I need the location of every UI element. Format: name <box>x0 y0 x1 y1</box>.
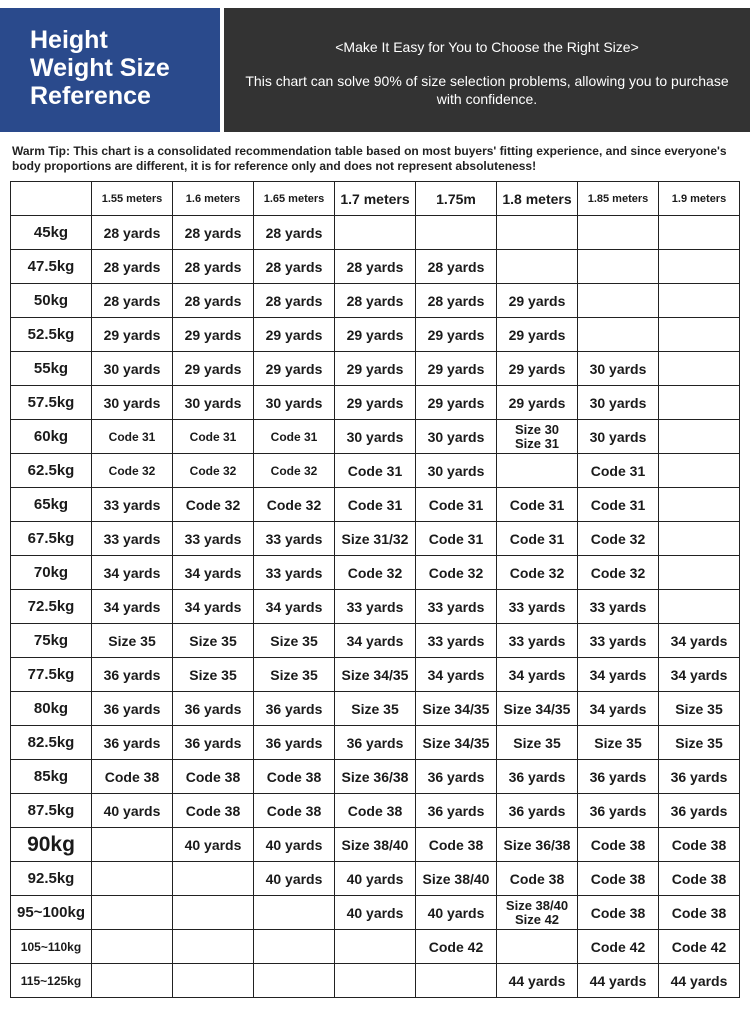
size-cell: Size 35 <box>254 658 335 692</box>
size-cell <box>659 556 740 590</box>
size-cell: Code 31 <box>416 488 497 522</box>
size-cell <box>659 420 740 454</box>
size-cell: Size 38/40 <box>335 828 416 862</box>
size-cell: Code 32 <box>173 488 254 522</box>
size-cell: Size 34/35 <box>335 658 416 692</box>
weight-cell: 105~110kg <box>11 930 92 964</box>
size-cell: 29 yards <box>497 352 578 386</box>
size-cell: 34 yards <box>92 590 173 624</box>
weight-cell: 77.5kg <box>11 658 92 692</box>
size-cell: 36 yards <box>497 760 578 794</box>
size-cell <box>659 318 740 352</box>
height-header-cell: 1.75m <box>416 182 497 216</box>
size-cell <box>578 216 659 250</box>
size-cell: Size 35 <box>335 692 416 726</box>
size-table <box>10 181 740 998</box>
weight-cell: 85kg <box>11 760 92 794</box>
size-cell: 33 yards <box>497 624 578 658</box>
size-cell: Code 38 <box>416 828 497 862</box>
size-cell: Size 35 <box>173 658 254 692</box>
size-cell: 28 yards <box>335 250 416 284</box>
weight-cell: 52.5kg <box>11 318 92 352</box>
table-row <box>11 250 740 284</box>
weight-cell: 55kg <box>11 352 92 386</box>
size-cell: 36 yards <box>92 726 173 760</box>
size-cell: 33 yards <box>416 624 497 658</box>
size-cell <box>497 454 578 488</box>
size-cell: 29 yards <box>416 386 497 420</box>
size-cell: Code 38 <box>92 760 173 794</box>
table-row <box>11 828 740 862</box>
table-row <box>11 590 740 624</box>
size-cell: Code 32 <box>497 556 578 590</box>
weight-cell: 115~125kg <box>11 964 92 998</box>
size-cell: 36 yards <box>92 692 173 726</box>
size-cell <box>92 930 173 964</box>
size-cell: 44 yards <box>659 964 740 998</box>
size-cell: 28 yards <box>416 250 497 284</box>
table-row <box>11 692 740 726</box>
header-title-line: Height <box>30 26 108 54</box>
size-cell <box>659 386 740 420</box>
size-cell: 36 yards <box>578 794 659 828</box>
size-cell: 33 yards <box>416 590 497 624</box>
size-cell: 36 yards <box>173 726 254 760</box>
table-row <box>11 896 740 930</box>
size-cell: Code 32 <box>92 454 173 488</box>
size-cell: 34 yards <box>578 658 659 692</box>
size-cell: 34 yards <box>173 556 254 590</box>
weight-cell: 72.5kg <box>11 590 92 624</box>
weight-cell: 75kg <box>11 624 92 658</box>
weight-cell: 60kg <box>11 420 92 454</box>
size-cell <box>173 896 254 930</box>
size-cell: 34 yards <box>659 658 740 692</box>
height-header-row <box>11 182 740 216</box>
size-cell: Size 36/38 <box>335 760 416 794</box>
size-cell: Code 38 <box>659 828 740 862</box>
weight-cell: 67.5kg <box>11 522 92 556</box>
size-cell: 29 yards <box>254 318 335 352</box>
size-cell <box>416 964 497 998</box>
table-row <box>11 658 740 692</box>
size-cell: Size 35 <box>92 624 173 658</box>
size-cell <box>578 250 659 284</box>
size-cell: 36 yards <box>92 658 173 692</box>
header-info-block <box>224 8 750 132</box>
size-cell <box>92 862 173 896</box>
table-row <box>11 318 740 352</box>
size-cell: 33 yards <box>578 624 659 658</box>
table-row <box>11 726 740 760</box>
size-cell: 30 yards <box>578 386 659 420</box>
size-cell <box>335 216 416 250</box>
size-cell: Code 31 <box>416 522 497 556</box>
size-cell: 28 yards <box>173 216 254 250</box>
size-cell: Code 38 <box>497 862 578 896</box>
size-cell: 44 yards <box>578 964 659 998</box>
size-cell: 28 yards <box>335 284 416 318</box>
size-cell: 40 yards <box>254 828 335 862</box>
size-cell <box>659 488 740 522</box>
height-header-cell: 1.6 meters <box>173 182 254 216</box>
size-cell: 29 yards <box>497 386 578 420</box>
weight-cell: 95~100kg <box>11 896 92 930</box>
size-cell: 40 yards <box>173 828 254 862</box>
size-cell: Code 32 <box>254 454 335 488</box>
size-cell: 34 yards <box>578 692 659 726</box>
header-title-block <box>0 8 220 132</box>
size-cell <box>335 964 416 998</box>
size-cell: 33 yards <box>335 590 416 624</box>
size-cell: 30 yards <box>92 352 173 386</box>
table-row <box>11 862 740 896</box>
table-row <box>11 352 740 386</box>
size-cell: 33 yards <box>92 488 173 522</box>
size-cell: 36 yards <box>659 760 740 794</box>
height-header-cell: 1.55 meters <box>92 182 173 216</box>
size-cell: Code 38 <box>578 828 659 862</box>
size-cell: Code 32 <box>416 556 497 590</box>
size-cell: Code 31 <box>254 420 335 454</box>
size-cell: 34 yards <box>335 624 416 658</box>
size-cell: 30 yards <box>416 420 497 454</box>
size-cell: 29 yards <box>335 352 416 386</box>
size-cell: Size 36/38 <box>497 828 578 862</box>
size-cell <box>254 930 335 964</box>
header-banner <box>0 8 750 132</box>
size-cell: 36 yards <box>416 760 497 794</box>
size-cell: 34 yards <box>416 658 497 692</box>
size-cell: Code 42 <box>659 930 740 964</box>
size-cell: 29 yards <box>92 318 173 352</box>
weight-cell: 62.5kg <box>11 454 92 488</box>
weight-cell: 70kg <box>11 556 92 590</box>
table-row <box>11 964 740 998</box>
size-cell: Code 38 <box>173 794 254 828</box>
size-cell <box>659 216 740 250</box>
size-cell: 28 yards <box>92 284 173 318</box>
size-cell: 29 yards <box>497 284 578 318</box>
table-row <box>11 420 740 454</box>
size-cell: Code 38 <box>659 896 740 930</box>
size-cell <box>497 216 578 250</box>
size-cell: 34 yards <box>497 658 578 692</box>
size-cell: 33 yards <box>497 590 578 624</box>
size-cell: 36 yards <box>335 726 416 760</box>
table-row <box>11 522 740 556</box>
size-cell: Code 42 <box>416 930 497 964</box>
size-cell: Code 31 <box>173 420 254 454</box>
size-cell: 40 yards <box>335 896 416 930</box>
size-cell: 36 yards <box>497 794 578 828</box>
table-row <box>11 284 740 318</box>
weight-cell: 82.5kg <box>11 726 92 760</box>
size-cell: 28 yards <box>173 284 254 318</box>
size-cell: 29 yards <box>416 318 497 352</box>
size-cell: Size 30 Size 31 <box>497 420 578 454</box>
size-cell <box>578 284 659 318</box>
size-cell <box>659 250 740 284</box>
weight-cell: 50kg <box>11 284 92 318</box>
size-cell <box>578 318 659 352</box>
size-cell: 33 yards <box>254 522 335 556</box>
size-cell: Code 31 <box>578 454 659 488</box>
weight-cell: 92.5kg <box>11 862 92 896</box>
size-cell <box>335 930 416 964</box>
weight-cell: 47.5kg <box>11 250 92 284</box>
height-header-cell: 1.8 meters <box>497 182 578 216</box>
size-cell: 30 yards <box>92 386 173 420</box>
header-description: This chart can solve 90% of size selection problems, allowing you to purchase with confidence. <box>245 73 729 107</box>
size-cell <box>659 352 740 386</box>
size-cell: Code 32 <box>578 556 659 590</box>
size-cell: 30 yards <box>254 386 335 420</box>
size-cell: Size 34/35 <box>416 726 497 760</box>
size-cell: Code 31 <box>335 488 416 522</box>
size-cell <box>497 250 578 284</box>
size-cell: 33 yards <box>92 522 173 556</box>
weight-cell: 45kg <box>11 216 92 250</box>
size-cell: Size 35 <box>578 726 659 760</box>
size-cell: 34 yards <box>92 556 173 590</box>
size-cell: Size 35 <box>254 624 335 658</box>
size-cell: Code 38 <box>659 862 740 896</box>
table-row <box>11 488 740 522</box>
size-cell: 36 yards <box>659 794 740 828</box>
size-cell: 28 yards <box>173 250 254 284</box>
size-cell: 40 yards <box>254 862 335 896</box>
size-cell: 29 yards <box>335 386 416 420</box>
size-cell: Size 35 <box>173 624 254 658</box>
size-cell: 44 yards <box>497 964 578 998</box>
table-row <box>11 930 740 964</box>
size-cell: 33 yards <box>254 556 335 590</box>
size-cell: Code 42 <box>578 930 659 964</box>
size-cell: Code 32 <box>173 454 254 488</box>
weight-cell: 90kg <box>11 828 92 862</box>
size-cell: Code 38 <box>578 862 659 896</box>
weight-cell: 80kg <box>11 692 92 726</box>
size-cell: Size 38/40 <box>416 862 497 896</box>
header-title-line: Weight Size <box>30 54 170 82</box>
size-cell <box>659 522 740 556</box>
size-cell: Code 32 <box>254 488 335 522</box>
table-row <box>11 760 740 794</box>
height-header-cell: 1.85 meters <box>578 182 659 216</box>
header-title-line: Reference <box>30 82 151 110</box>
size-cell: 30 yards <box>578 352 659 386</box>
size-cell <box>659 454 740 488</box>
size-cell: Code 38 <box>254 760 335 794</box>
height-header-cell: 1.9 meters <box>659 182 740 216</box>
size-cell: Code 31 <box>578 488 659 522</box>
size-cell: 36 yards <box>254 726 335 760</box>
size-cell: 36 yards <box>254 692 335 726</box>
size-cell: Code 31 <box>335 454 416 488</box>
size-cell: 33 yards <box>578 590 659 624</box>
size-cell <box>92 964 173 998</box>
size-cell: 28 yards <box>416 284 497 318</box>
size-cell: 28 yards <box>254 250 335 284</box>
size-cell: Code 38 <box>335 794 416 828</box>
size-cell: 36 yards <box>578 760 659 794</box>
size-cell <box>92 828 173 862</box>
weight-cell: 57.5kg <box>11 386 92 420</box>
size-cell: Code 32 <box>578 522 659 556</box>
table-row <box>11 216 740 250</box>
size-cell: 36 yards <box>173 692 254 726</box>
size-cell: 34 yards <box>254 590 335 624</box>
size-cell <box>173 964 254 998</box>
size-cell <box>173 930 254 964</box>
height-header-cell: 1.7 meters <box>335 182 416 216</box>
size-cell: 36 yards <box>416 794 497 828</box>
size-cell: 28 yards <box>254 284 335 318</box>
size-table-body <box>11 182 740 998</box>
size-cell: Size 34/35 <box>416 692 497 726</box>
size-cell <box>92 896 173 930</box>
size-cell: 29 yards <box>335 318 416 352</box>
size-cell: Code 31 <box>497 522 578 556</box>
height-header-cell: 1.65 meters <box>254 182 335 216</box>
header-subtitle: <Make It Easy for You to Choose the Right Size> <box>335 39 639 55</box>
size-cell: Size 35 <box>659 692 740 726</box>
size-cell: 28 yards <box>92 216 173 250</box>
size-cell: 29 yards <box>497 318 578 352</box>
size-cell <box>497 930 578 964</box>
weight-cell: 65kg <box>11 488 92 522</box>
warm-tip: Warm Tip: This chart is a consolidated recommendation table based on most buyers' fitting experience, and since everyone's body proportions are different, it is for reference only and does not represent absoluteness! <box>12 144 727 173</box>
size-cell: Code 38 <box>578 896 659 930</box>
size-cell: 30 yards <box>173 386 254 420</box>
size-cell: 40 yards <box>92 794 173 828</box>
size-cell: 30 yards <box>416 454 497 488</box>
size-cell <box>416 216 497 250</box>
size-cell <box>173 862 254 896</box>
corner-cell <box>11 182 92 216</box>
size-cell: 34 yards <box>659 624 740 658</box>
size-cell: Size 31/32 <box>335 522 416 556</box>
size-cell: Size 35 <box>497 726 578 760</box>
size-cell: 30 yards <box>578 420 659 454</box>
size-cell: Code 32 <box>335 556 416 590</box>
size-cell: Code 31 <box>497 488 578 522</box>
size-cell: 40 yards <box>416 896 497 930</box>
table-row <box>11 454 740 488</box>
table-row <box>11 386 740 420</box>
size-cell: Code 38 <box>254 794 335 828</box>
size-cell: Size 38/40 Size 42 <box>497 896 578 930</box>
size-cell: Size 34/35 <box>497 692 578 726</box>
table-row <box>11 624 740 658</box>
size-cell: Size 35 <box>659 726 740 760</box>
table-row <box>11 556 740 590</box>
table-row <box>11 794 740 828</box>
size-cell: 29 yards <box>173 318 254 352</box>
size-cell: 28 yards <box>92 250 173 284</box>
size-cell: 34 yards <box>173 590 254 624</box>
size-cell: 29 yards <box>416 352 497 386</box>
size-cell <box>254 964 335 998</box>
size-cell: 28 yards <box>254 216 335 250</box>
size-cell: 33 yards <box>173 522 254 556</box>
size-cell: Code 31 <box>92 420 173 454</box>
size-cell: 30 yards <box>335 420 416 454</box>
size-cell: 40 yards <box>335 862 416 896</box>
weight-cell: 87.5kg <box>11 794 92 828</box>
size-cell <box>659 590 740 624</box>
size-cell: 29 yards <box>254 352 335 386</box>
size-cell <box>254 896 335 930</box>
size-cell: Code 38 <box>173 760 254 794</box>
size-cell <box>659 284 740 318</box>
size-cell: 29 yards <box>173 352 254 386</box>
